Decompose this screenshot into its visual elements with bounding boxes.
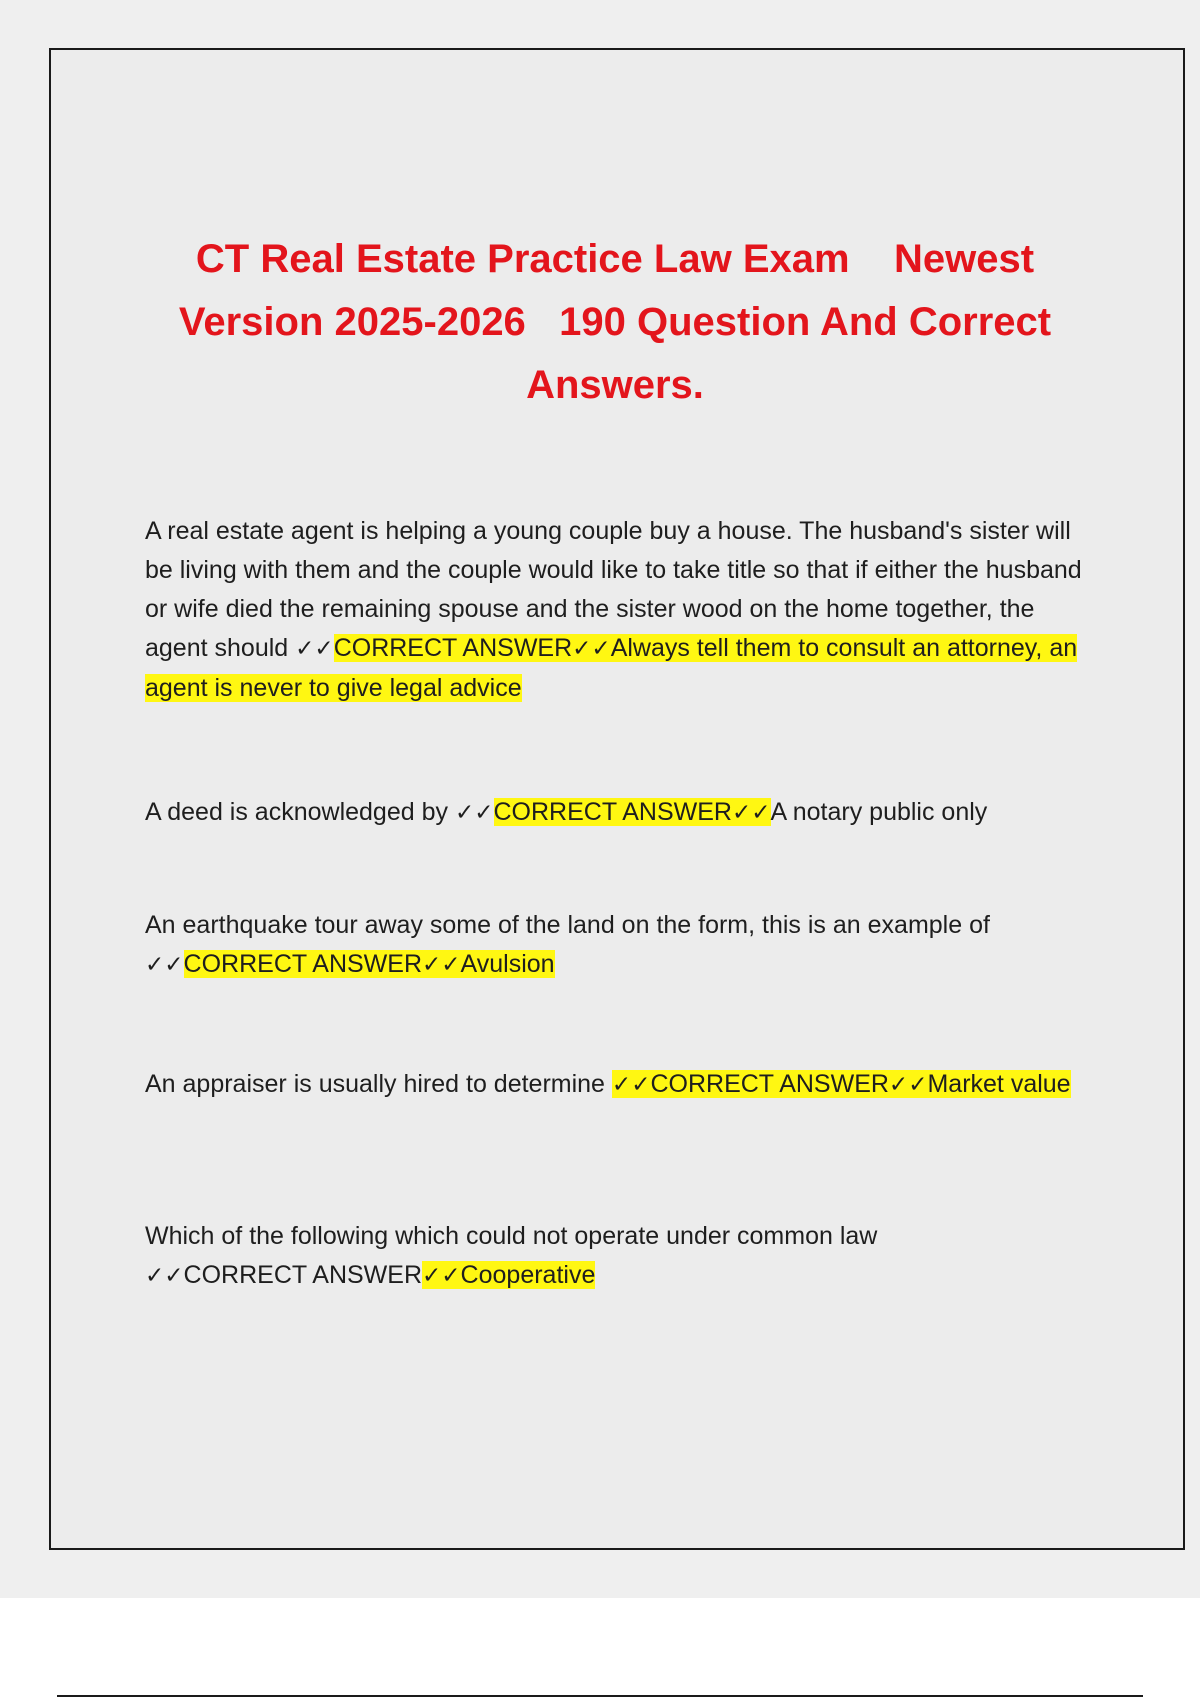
answer-label: CORRECT ANSWER: [493, 798, 732, 826]
title-line-2: Version 2025-2026 190 Question And Correct: [178, 300, 1052, 344]
check-marks-icon: ✓✓: [422, 952, 461, 978]
qa-item-5: [145, 1217, 1090, 1296]
answer-label: CORRECT ANSWER: [333, 634, 573, 662]
check-marks-icon: ✓✓: [572, 636, 611, 662]
answer-label: CORRECT ANSWER: [183, 950, 422, 978]
question-text: An appraiser is usually hired to determine: [145, 1070, 605, 1098]
answer-highlight: [422, 1261, 595, 1289]
question-text: Which of the following which could not operate under common law: [145, 1222, 878, 1250]
answer-text: Always tell them to consult an attorney, an agent is never to give legal advice: [145, 634, 1078, 702]
check-marks-icon: ✓✓: [454, 800, 494, 826]
qa-item-1: [145, 512, 1090, 708]
answer-text: Cooperative: [460, 1261, 596, 1289]
check-marks-icon: ✓✓: [145, 952, 184, 978]
answer-text: Avulsion: [460, 950, 555, 978]
question-text: A deed is acknowledged by: [145, 798, 448, 826]
question-text: An earthquake tour away some of the land on the form, this is an example of: [145, 911, 990, 939]
title-line-1: CT Real Estate Practice Law Exam Newest: [195, 237, 1035, 281]
answer-highlight: [494, 798, 771, 826]
check-marks-icon: ✓✓: [422, 1263, 461, 1289]
question-text: A real estate agent is helping a young couple buy a house. The husband's sister will be living with them and the couple would like to take title so that if either the husband or wife died the remaining spouse and the sister wood on the home together, the agent should: [145, 517, 1082, 662]
qa-item-2: [145, 793, 1090, 833]
title-line-3: Answers.: [526, 363, 704, 407]
answer-text: A notary public only: [770, 798, 988, 826]
answer-text: Market value: [927, 1070, 1071, 1098]
document-title: [120, 228, 1110, 417]
qa-item-3: [145, 906, 1090, 985]
answer-label: CORRECT ANSWER: [183, 1261, 422, 1289]
check-marks-icon: ✓✓: [145, 1263, 184, 1289]
answer-highlight: [184, 950, 555, 978]
page-divider: [57, 1695, 1143, 1697]
answer-label: CORRECT ANSWER: [650, 1070, 889, 1098]
qa-item-4: [145, 1065, 1090, 1105]
check-marks-icon: ✓✓: [611, 1072, 651, 1098]
check-marks-icon: ✓✓: [731, 800, 771, 826]
check-marks-icon: ✓✓: [295, 636, 334, 662]
answer-highlight: [612, 1070, 1071, 1098]
check-marks-icon: ✓✓: [888, 1072, 928, 1098]
